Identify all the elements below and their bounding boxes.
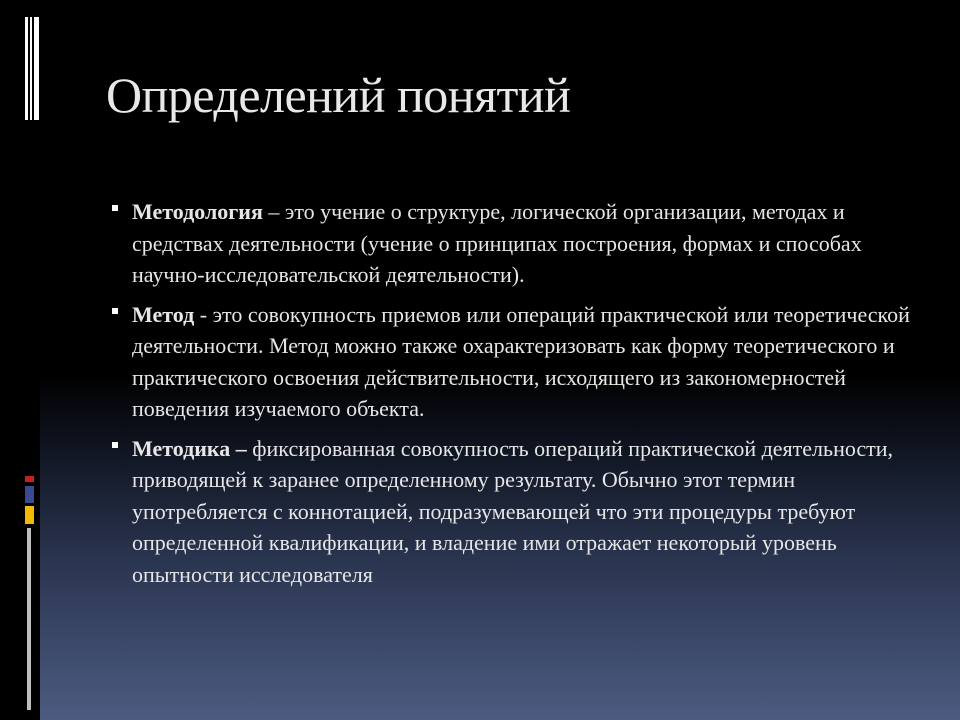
bullet-square-icon: [112, 442, 118, 448]
slide-title: Определений понятий: [106, 67, 571, 123]
definition-method: - это совокупность приемов или операций практической или теоретической деятельности. Метод можно также охарактеризовать как форму теоретического и практического освоения действительности, исходящего из закономерностей поведения изучаемого объекта.: [132, 301, 910, 421]
bullet-item-method: [110, 299, 910, 425]
definition-methodology: – это учение о структуре, логической организации, методах и средствах деятельности (учение о принципах построения, формах и способах научно-исследовательской деятельности).: [132, 199, 862, 287]
accent-gray-line: [27, 528, 31, 710]
term-method: Метод: [132, 301, 195, 327]
accent-blue-mark: [25, 486, 34, 503]
decorative-bars: [25, 17, 39, 120]
term-technique: Методика –: [132, 435, 247, 461]
bullet-item-methodology: [110, 196, 910, 291]
definition-technique: фиксированная совокупность операций практической деятельности, приводящей к заранее определенному результату. Обычно этот термин употребляется с коннотацией, подразумевающей что эти процедуры требуют определенной квалификации, и владение ими отражает некоторый уровень опытности исследователя: [132, 435, 894, 587]
bullet-item-technique: [110, 433, 910, 591]
bullet-list: [110, 196, 910, 598]
accent-red-mark: [25, 476, 34, 482]
term-methodology: Методология: [132, 199, 263, 224]
bullet-square-icon: [112, 205, 118, 211]
bullet-square-icon: [112, 308, 118, 314]
accent-yellow-mark: [25, 506, 34, 524]
